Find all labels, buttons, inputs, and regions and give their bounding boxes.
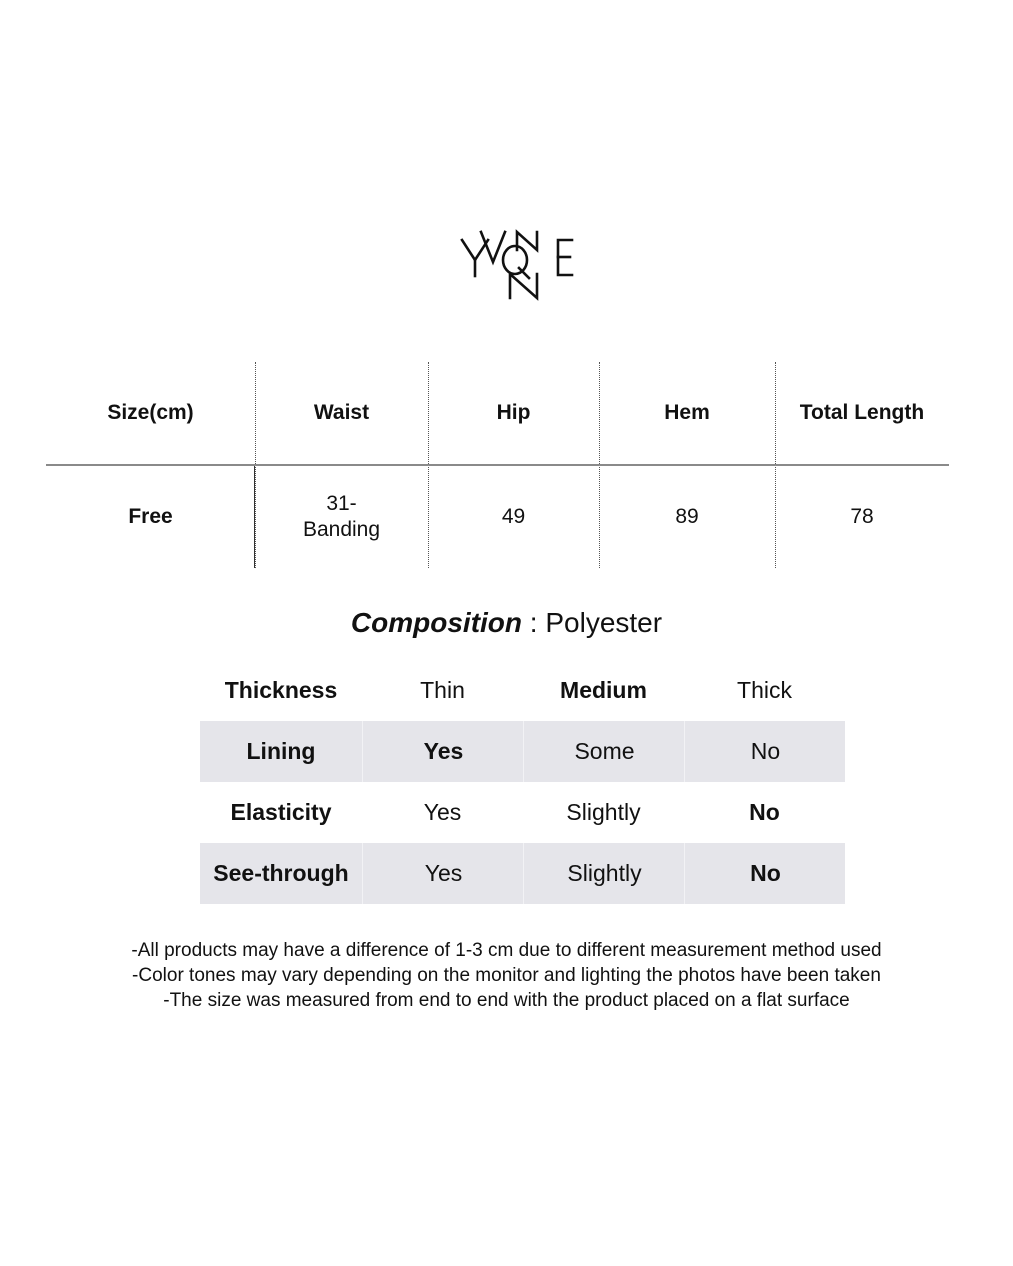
size-value: Free — [128, 504, 173, 528]
note-line: -All products may have a difference of 1-3 cm due to different measurement method used — [131, 940, 882, 961]
property-row-elasticity — [200, 782, 845, 843]
property-option: Some — [523, 721, 685, 782]
disclaimer-notes — [0, 938, 1013, 1013]
property-option: Thin — [420, 677, 465, 703]
property-option: No — [684, 843, 846, 904]
property-option: No — [749, 799, 780, 825]
property-name: See-through — [213, 860, 349, 886]
property-row-see-through — [200, 843, 845, 904]
header-size: Size(cm) — [107, 401, 194, 424]
property-option: Slightly — [566, 799, 641, 825]
property-row-thickness — [200, 660, 845, 721]
property-option: Thick — [737, 677, 792, 703]
header-hip: Hip — [496, 401, 531, 424]
property-row-lining — [200, 721, 845, 782]
total-length-value: 78 — [850, 504, 874, 528]
property-name: Lining — [246, 738, 316, 764]
property-option: Yes — [362, 721, 524, 782]
size-table — [46, 362, 949, 568]
property-option: Slightly — [523, 843, 685, 904]
property-name: Thickness — [224, 677, 338, 703]
header-hem: Hem — [664, 401, 710, 424]
header-total-length: Total Length — [799, 401, 925, 424]
property-name: Elasticity — [230, 799, 332, 825]
note-line: -The size was measured from end to end with the product placed on a flat surface — [163, 990, 850, 1011]
composition-label: Composition — [350, 607, 523, 638]
composition-value: Polyester — [545, 607, 663, 638]
property-option: Yes — [362, 843, 524, 904]
hem-value: 89 — [675, 504, 699, 528]
composition-separator: : — [522, 607, 546, 638]
brand-logo — [455, 220, 585, 305]
waist-value — [255, 465, 428, 568]
header-waist: Waist — [313, 401, 370, 424]
composition-line — [0, 607, 1013, 639]
property-option: Medium — [560, 677, 647, 703]
property-option: No — [684, 721, 846, 782]
property-option: Yes — [423, 799, 462, 825]
hip-value: 49 — [501, 504, 526, 528]
note-line: -Color tones may vary depending on the monitor and lighting the photos have been taken — [132, 965, 881, 986]
fabric-properties-table — [200, 660, 845, 904]
waist-value-line2: Banding — [302, 517, 381, 541]
waist-value-line1: 31- — [326, 491, 357, 515]
